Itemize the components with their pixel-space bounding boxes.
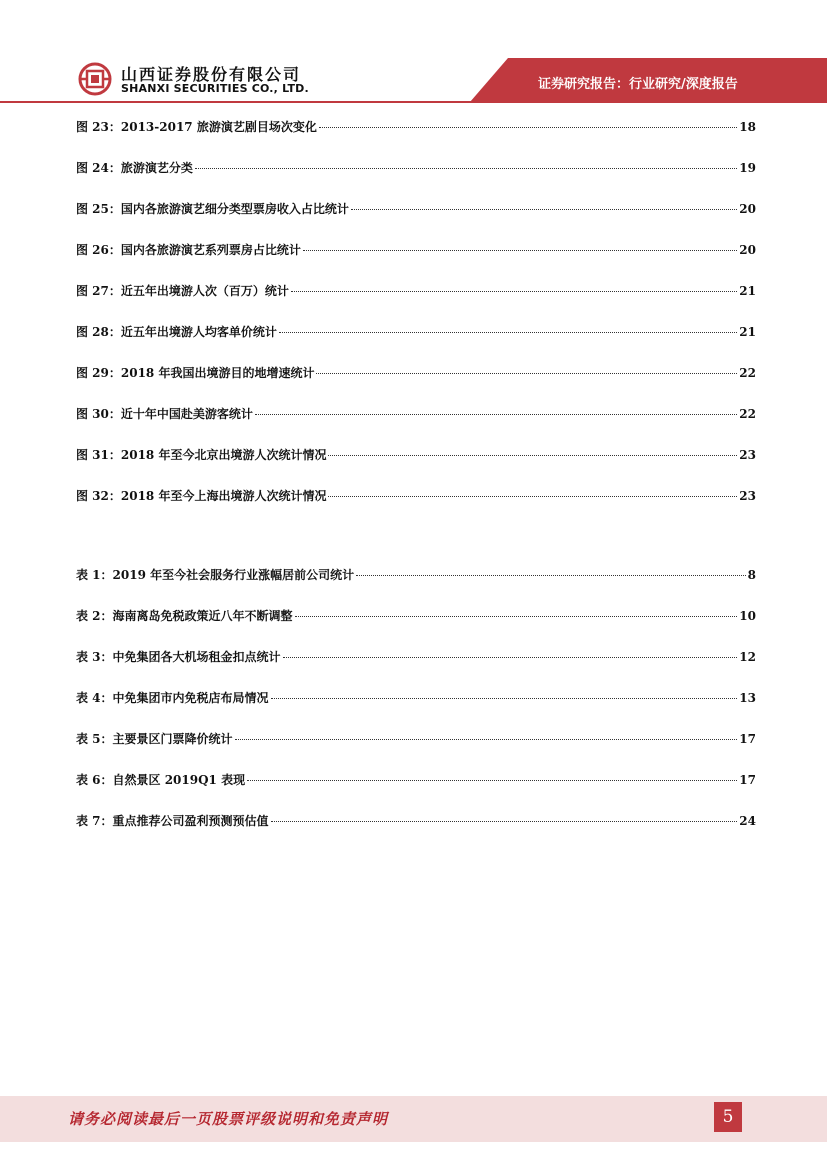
figure-entry[interactable]: [76, 241, 756, 261]
header-divider: [0, 101, 827, 103]
dot-leader: [247, 780, 737, 781]
figure-entry-label: 图 23：2013-2017 旅游演艺剧目场次变化: [76, 120, 317, 134]
figure-entry-label: 图 24：旅游演艺分类: [76, 161, 193, 175]
figure-entry-page: 23: [739, 489, 756, 503]
figure-entry-label: 图 31：2018 年至今北京出境游人次统计情况: [76, 448, 327, 462]
figure-entry-page: 21: [739, 284, 756, 298]
company-name-cn: 山西证券股份有限公司: [121, 65, 302, 84]
table-entry-label: 表 5：主要景区门票降价统计: [76, 732, 233, 746]
figure-entry[interactable]: [76, 200, 756, 220]
table-entry[interactable]: [76, 648, 756, 668]
company-logo-icon: [78, 62, 112, 96]
table-entry-label: 表 2：海南离岛免税政策近八年不断调整: [76, 609, 293, 623]
figure-entry-page: 22: [739, 366, 756, 380]
dot-leader: [255, 414, 737, 415]
table-entry[interactable]: [76, 566, 756, 586]
table-entry-page: 8: [747, 568, 756, 582]
figure-entry-page: 23: [739, 448, 756, 462]
figure-entry-label: 图 30：近十年中国赴美游客统计: [76, 407, 253, 421]
figure-entry[interactable]: [76, 159, 756, 179]
table-entry-label: 表 7：重点推荐公司盈利预测预估值: [76, 814, 269, 828]
company-name-en: SHANXI SECURITIES CO., LTD.: [121, 82, 309, 95]
report-type-label: 证券研究报告：行业研究/深度报告: [538, 77, 738, 92]
table-entry-page: 24: [739, 814, 756, 828]
figure-entry[interactable]: [76, 323, 756, 343]
table-entry-label: 表 3：中免集团各大机场租金扣点统计: [76, 650, 281, 664]
dot-leader: [328, 455, 737, 456]
figure-entry[interactable]: [76, 364, 756, 384]
figure-entry-page: 21: [739, 325, 756, 339]
dot-leader: [291, 291, 737, 292]
table-entry[interactable]: [76, 607, 756, 627]
dot-leader: [356, 575, 746, 576]
figure-entry-page: 19: [739, 161, 756, 175]
page-number: 5: [714, 1102, 742, 1132]
dot-leader: [316, 373, 737, 374]
disclaimer-notice: 请务必阅读最后一页股票评级说明和免责声明: [68, 1110, 389, 1128]
dot-leader: [295, 616, 738, 617]
figure-entry-label: 图 25：国内各旅游演艺细分类型票房收入占比统计: [76, 202, 349, 216]
dot-leader: [279, 332, 737, 333]
page-header: [0, 0, 827, 110]
figure-entry-page: 22: [739, 407, 756, 421]
table-entry[interactable]: [76, 812, 756, 832]
figure-entry[interactable]: [76, 446, 756, 466]
dot-leader: [351, 209, 737, 210]
table-entry-page: 12: [739, 650, 756, 664]
dot-leader: [319, 127, 737, 128]
table-entry[interactable]: [76, 689, 756, 709]
figure-entry[interactable]: [76, 405, 756, 425]
table-entry-label: 表 4：中免集团市内免税店布局情况: [76, 691, 269, 705]
figure-entry-label: 图 29：2018 年我国出境游目的地增速统计: [76, 366, 315, 380]
figure-entry-page: 20: [739, 243, 756, 257]
table-entry-page: 13: [739, 691, 756, 705]
dot-leader: [303, 250, 737, 251]
figure-entry-page: 20: [739, 202, 756, 216]
table-entry-page: 17: [739, 773, 756, 787]
figure-entry-label: 图 32：2018 年至今上海出境游人次统计情况: [76, 489, 327, 503]
table-entry-page: 10: [739, 609, 756, 623]
table-entry-label: 表 1：2019 年至今社会服务行业涨幅居前公司统计: [76, 568, 355, 582]
figure-entry-label: 图 26：国内各旅游演艺系列票房占比统计: [76, 243, 301, 257]
table-entry-label: 表 6：自然景区 2019Q1 表现: [76, 773, 246, 787]
figure-entry-label: 图 28：近五年出境游人均客单价统计: [76, 325, 277, 339]
dot-leader: [235, 739, 738, 740]
figure-entry[interactable]: [76, 282, 756, 302]
dot-leader: [283, 657, 738, 658]
dot-leader: [328, 496, 737, 497]
figure-entry[interactable]: [76, 487, 756, 507]
table-entry-page: 17: [739, 732, 756, 746]
figure-entry-page: 18: [739, 120, 756, 134]
table-entry[interactable]: [76, 771, 756, 791]
figure-entry-label: 图 27：近五年出境游人次（百万）统计: [76, 284, 289, 298]
dot-leader: [271, 821, 738, 822]
figure-entry[interactable]: [76, 118, 756, 138]
dot-leader: [271, 698, 738, 699]
dot-leader: [195, 168, 737, 169]
table-entry[interactable]: [76, 730, 756, 750]
